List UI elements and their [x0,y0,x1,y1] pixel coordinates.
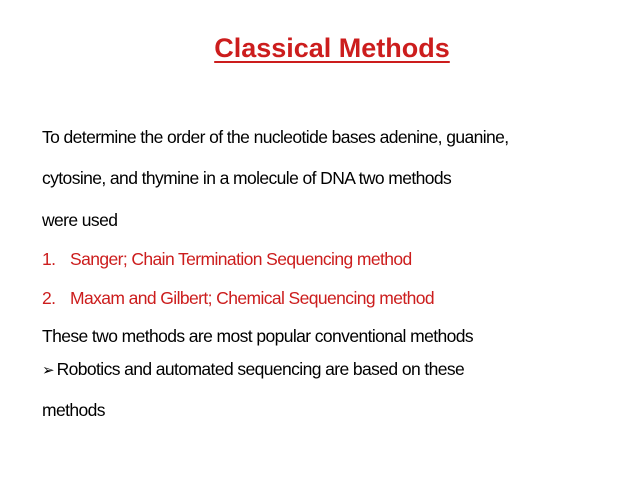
intro-line-3: were used [42,210,118,230]
bullet-line-2: methods [42,400,105,420]
method-number: 1. [42,249,56,269]
method-text: Maxam and Gilbert; Chemical Sequencing method [70,288,435,308]
arrow-bullet-icon: ➢ [42,362,55,379]
method-number: 2. [42,288,56,308]
intro-line-1: To determine the order of the nucleotide bases adenine, guanine, [42,127,509,147]
slide-title: Classical Methods [214,33,450,63]
method-text: Sanger; Chain Termination Sequencing method [70,249,412,269]
bullet-line-1 [42,358,464,382]
method-item-2 [42,287,434,309]
method-item-1 [42,248,412,270]
summary-line: These two methods are most popular conventional methods [42,326,474,346]
intro-line-2: cytosine, and thymine in a molecule of DNA two methods [42,168,452,188]
bullet-text: Robotics and automated sequencing are based on these [56,359,465,379]
